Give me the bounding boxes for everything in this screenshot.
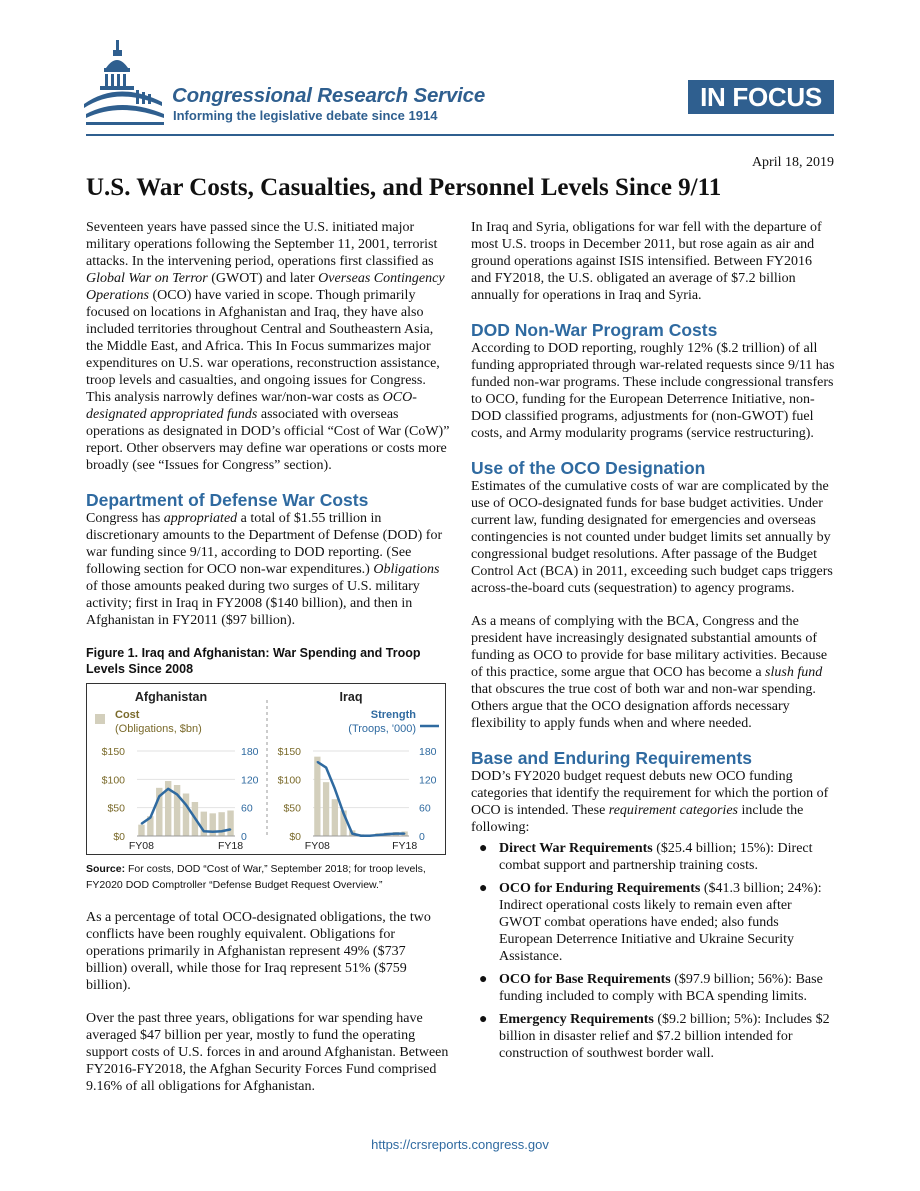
iraq-syria-paragraph: In Iraq and Syria, obligations for war fell with the departure of most U.S. troops in December 2011, but rose again as air and ground operations against ISIS intensified. Between FY2016 and FY2018, the U.S. obligated an average of $7.2 billion annually for operations in Iraq and Syria. bbox=[471, 220, 822, 303]
afghanistan-troop-point bbox=[150, 817, 152, 819]
iraq-troop-point bbox=[386, 833, 388, 835]
list-item: ● Emergency Requirements ($9.2 billion; 5%): Includes $2 billion in disaster relief and $7.2 billion intended for construction of southwest border wall. bbox=[479, 1012, 830, 1061]
iraq-troop-point bbox=[351, 833, 353, 835]
bullet-icon: ● bbox=[479, 881, 488, 896]
iraq-troop-point bbox=[395, 833, 397, 835]
figure-source: Source: For costs, DOD “Cost of War,” September 2018; for troop levels, FY2020 DOD Comptroller “Defense Budget Request Overview.” bbox=[86, 863, 426, 891]
iraq-cost-bar bbox=[314, 757, 320, 836]
afghanistan-y-tick-label: $50 bbox=[107, 802, 125, 815]
share-paragraph: As a percentage of total OCO-designated obligations, the two conflicts have been roughly equivalent. Obligations for operations primarily in Afghanistan represent 49% ($737 billion) overall, while those for Iraq represent 51% ($759 billion). bbox=[86, 910, 431, 993]
legend-bar-units: (Obligations, $bn) bbox=[115, 723, 202, 735]
afghanistan-troop-point bbox=[203, 830, 205, 832]
page-title: U.S. War Costs, Casualties, and Personnel Levels Since 9/11 bbox=[86, 174, 722, 201]
afghanistan-troop-point bbox=[176, 794, 178, 796]
afghanistan-troop-point bbox=[194, 817, 196, 819]
iraq-y-tick-label: $100 bbox=[277, 774, 301, 787]
bullet-icon: ● bbox=[479, 972, 488, 987]
iraq-cost-bar bbox=[332, 799, 338, 836]
iraq-y-tick-label: $50 bbox=[283, 802, 301, 815]
legend-line-label: Strength bbox=[370, 709, 416, 721]
header-rule bbox=[86, 134, 834, 136]
section-heading-oco-designation: Use of the OCO Designation bbox=[471, 458, 706, 478]
iraq-y2-tick-label: 120 bbox=[419, 774, 437, 787]
afghanistan-y-tick-label: $100 bbox=[101, 774, 125, 787]
org-name: Congressional Research Service bbox=[172, 84, 486, 107]
afghanistan-panel-title: Afghanistan bbox=[134, 690, 208, 704]
in-focus-badge: IN FOCUS bbox=[688, 80, 834, 114]
afghanistan-troop-point bbox=[230, 829, 232, 831]
afghanistan-troop-point bbox=[185, 804, 187, 806]
intro-paragraph: Seventeen years have passed since the U.S. initiated major military operations following the September 11, 2001, terrorist attacks. In the intervening period, operations first classified as Global War on Terror (GWOT) and later Overseas Contingency Operations (OCO) have varied in scope. Though primarily focused on locations in Afghanistan and Iraq, they have also included territories throughout Central and Southeastern Asia, the Middle East, and Africa. This In Focus summarizes major expenditures on U.S. war operations, reconstruction assistance, troop levels and casualties, and ongoing issues for Congress. This analysis narrowly defines war/non-war costs as OCO-designated appropriated funds associated with overseas operations as designated in DOD’s official “Cost of War (CoW)” report. Other observers may define war operations or costs more broadly (see “Issues for Congress” section). bbox=[86, 220, 450, 473]
legend-bar-label: Cost bbox=[115, 709, 140, 721]
afghanistan-x-tick-label: FY18 bbox=[217, 840, 244, 852]
afghanistan-troop-point bbox=[221, 830, 223, 832]
list-item: ● Direct War Requirements ($25.4 billion; 15%): Direct combat support and partnership training costs. bbox=[479, 841, 813, 873]
afghanistan-x-tick-label: FY08 bbox=[128, 840, 155, 852]
right-column bbox=[471, 219, 835, 1068]
afghanistan-troop-point bbox=[141, 823, 143, 825]
iraq-cost-bar bbox=[323, 782, 329, 836]
iraq-troop-point bbox=[378, 834, 380, 836]
section-heading-base-requirements: Base and Enduring Requirements bbox=[471, 748, 753, 768]
capitol-dome-icon bbox=[84, 40, 166, 128]
org-tagline: Informing the legislative debate since 1914 bbox=[173, 108, 438, 123]
base-requirements-paragraph: DOD’s FY2020 budget request debuts new OCO funding categories that identify the requirement for which the portion of OCO is intended. These requirement categories include the following: bbox=[471, 769, 829, 835]
oco-paragraph-1: Estimates of the cumulative costs of war are complicated by the use of OCO-designated funds for base budget activities. Under current law, funding designated for emergencies and overseas contingencies is not counted under budget limits set annually by congressional budget resolutions. After passage of the Budget Control Act (BCA) in 2011, exceeding such budget caps triggers across-the-board cuts (sequestration) to agency programs. bbox=[471, 479, 833, 596]
afghanistan-cost-bar bbox=[227, 811, 233, 837]
iraq-panel-title: Iraq bbox=[339, 690, 363, 704]
afghanistan-troop-point bbox=[212, 831, 214, 833]
non-war-paragraph: According to DOD reporting, roughly 12% ($.2 trillion) of all funding appropriated through war-related requests since 9/11 has funded non-war programs. These include congressional transfers to OCO, funding for the European Deterrence Initiative, non-DOD classified programs, adjustments for (non-GWOT) fuel costs, and Army modularity programs (service restructuring). bbox=[471, 341, 835, 441]
report-date: April 18, 2019 bbox=[751, 155, 834, 170]
iraq-troop-point bbox=[334, 788, 336, 790]
section-heading-non-war: DOD Non-War Program Costs bbox=[471, 320, 718, 340]
iraq-y-tick-label: $150 bbox=[277, 746, 301, 758]
iraq-troop-line bbox=[317, 762, 404, 836]
legend-line-units: (Troops, '000) bbox=[348, 723, 416, 735]
afghanistan-cost-bar bbox=[183, 794, 189, 837]
bullet-icon: ● bbox=[479, 841, 488, 856]
iraq-troop-point bbox=[325, 767, 327, 769]
iraq-x-tick-label: FY18 bbox=[392, 840, 418, 852]
dod-war-costs-paragraph: Congress has appropriated a total of $1.55 trillion in discretionary amounts to the Department of Defense (DOD) for war funding since 9/11, according to DOD reporting. (See following section for OCO non-war expenditures.) Obligations of those amounts peaked during two surges of U.S. military activity; first in Iraq in FY2008 ($140 billion), and then in Afghanistan in FY2011 ($97 billion). bbox=[86, 511, 443, 628]
afghanistan-y2-tick-label: 0 bbox=[241, 831, 247, 843]
iraq-x-tick-label: FY08 bbox=[304, 840, 330, 852]
list-item: ● OCO for Base Requirements ($97.9 billion; 56%): Base funding included to comply with BCA spending limits. bbox=[479, 972, 823, 1004]
bullet-icon: ● bbox=[479, 1012, 488, 1027]
afghanistan-cost-bar bbox=[138, 825, 144, 836]
legend-bar-swatch bbox=[95, 714, 105, 724]
three-year-paragraph: Over the past three years, obligations for war spending have averaged $47 billion per year, mostly to fund the operating support costs of U.S. forces in and around Afghanistan. Between FY2016-FY2018, the Afghan Security Forces Fund comprised 9.16% of all obligations for Afghanistan. bbox=[86, 1011, 449, 1094]
list-item: ● OCO for Enduring Requirements ($41.3 billion; 24%): Indirect operational costs likely to remain even after GWOT combat operations have ended; also funds European Deterrence Initiative and Ukraine Security Assistance. bbox=[479, 881, 822, 964]
afghanistan-troop-point bbox=[158, 796, 160, 798]
afghanistan-y2-tick-label: 180 bbox=[241, 746, 259, 758]
oco-paragraph-2: As a means of complying with the BCA, Congress and the president have increasingly designated substantial amounts of funding as OCO to provide for base military activities. Because of this practice, some argue that OCO has become a slush fund that obscures the true cost of both war and non-war spending. Others argue that the OCO designation affords necessary flexibility to apply funds when and where needed. bbox=[471, 614, 828, 731]
section-heading-dod-war-costs: Department of Defense War Costs bbox=[86, 490, 369, 510]
figure-1 bbox=[86, 683, 446, 855]
iraq-y-tick-label: $0 bbox=[289, 831, 301, 843]
afghanistan-troop-point bbox=[167, 788, 169, 790]
requirement-categories-list bbox=[471, 840, 835, 1062]
figure-caption: Figure 1. Iraq and Afghanistan: War Spending and Troop Levels Since 2008 bbox=[86, 646, 421, 676]
iraq-troop-point bbox=[369, 835, 371, 837]
footer-url[interactable]: https://crsreports.congress.gov bbox=[371, 1137, 549, 1152]
afghanistan-y-tick-label: $0 bbox=[113, 831, 125, 843]
iraq-troop-point bbox=[317, 761, 319, 763]
left-column bbox=[86, 219, 450, 1111]
iraq-y2-tick-label: 60 bbox=[419, 802, 431, 815]
iraq-troop-point bbox=[404, 833, 406, 835]
war-spending-chart bbox=[87, 684, 445, 854]
iraq-troop-point bbox=[360, 835, 362, 837]
report-header bbox=[0, 0, 920, 140]
iraq-troop-point bbox=[343, 813, 345, 815]
iraq-y2-tick-label: 0 bbox=[419, 831, 425, 843]
afghanistan-y2-tick-label: 60 bbox=[241, 802, 253, 815]
afghanistan-y2-tick-label: 120 bbox=[241, 774, 259, 787]
iraq-y2-tick-label: 180 bbox=[419, 746, 437, 758]
afghanistan-y-tick-label: $150 bbox=[101, 746, 125, 758]
